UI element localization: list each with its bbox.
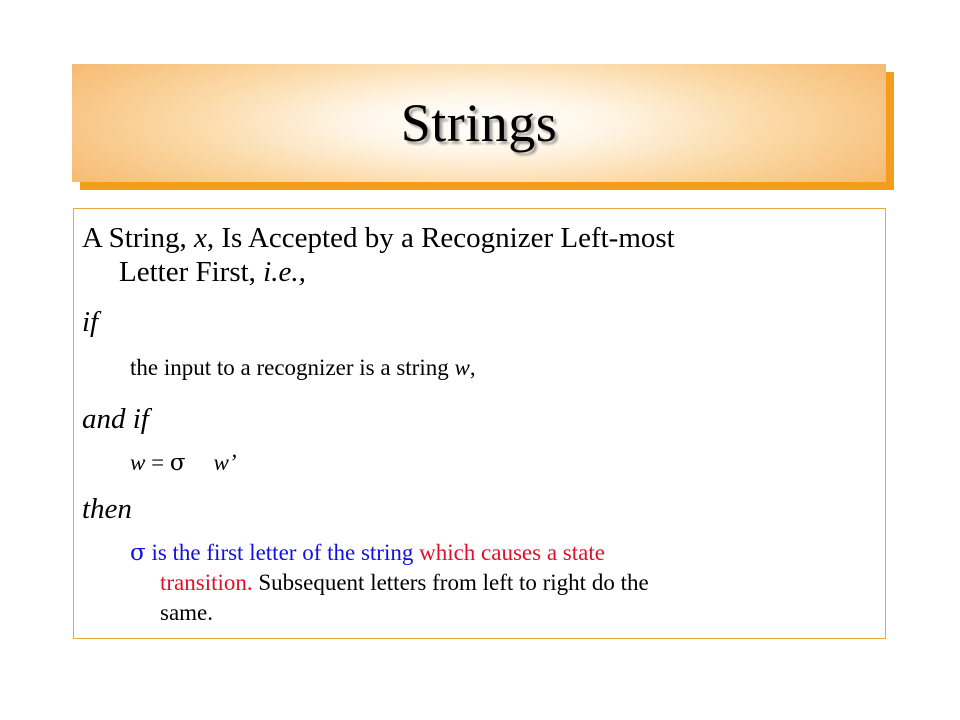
conclusion-line-2 <box>130 568 860 598</box>
title-banner <box>72 64 886 182</box>
statement-var-x: x <box>194 222 207 254</box>
statement-paragraph <box>82 221 675 289</box>
input-line: the input to a recognizer is a string w, <box>130 355 476 380</box>
input-var-w: w <box>454 355 470 380</box>
slide-title: Strings <box>400 93 558 153</box>
conclusion-red-text-1: which causes a state <box>419 540 605 565</box>
conclusion-red-text-2: transition. <box>160 570 253 595</box>
equation-equals: = <box>145 450 170 475</box>
conclusion-blue-text: is the first letter of the string <box>145 540 420 565</box>
input-text: the input to a recognizer is a string <box>130 355 455 380</box>
equation-line <box>130 448 237 478</box>
if-label: if <box>82 306 99 338</box>
conclusion-line-3 <box>130 598 860 628</box>
conclusion-sigma: σ <box>130 540 146 566</box>
equation-sigma: σ <box>169 450 186 476</box>
statement-continuation <box>82 255 675 289</box>
equation-w: w <box>130 450 146 475</box>
statement-text-2: , Is Accepted by a Recognizer Left-most <box>206 222 675 254</box>
then-label: then <box>82 493 132 525</box>
equation-w-prime: w’ <box>213 450 237 475</box>
and-if-label: and if <box>82 403 149 435</box>
statement-text-1: A String, <box>82 222 194 254</box>
statement-text-3: Letter First, <box>119 256 264 288</box>
conclusion-black-text-2: same. <box>160 600 214 625</box>
conclusion-black-text: Subsequent letters from left to right do the <box>252 570 649 595</box>
statement-ie: i.e., <box>263 256 306 288</box>
conclusion-paragraph <box>130 538 860 628</box>
